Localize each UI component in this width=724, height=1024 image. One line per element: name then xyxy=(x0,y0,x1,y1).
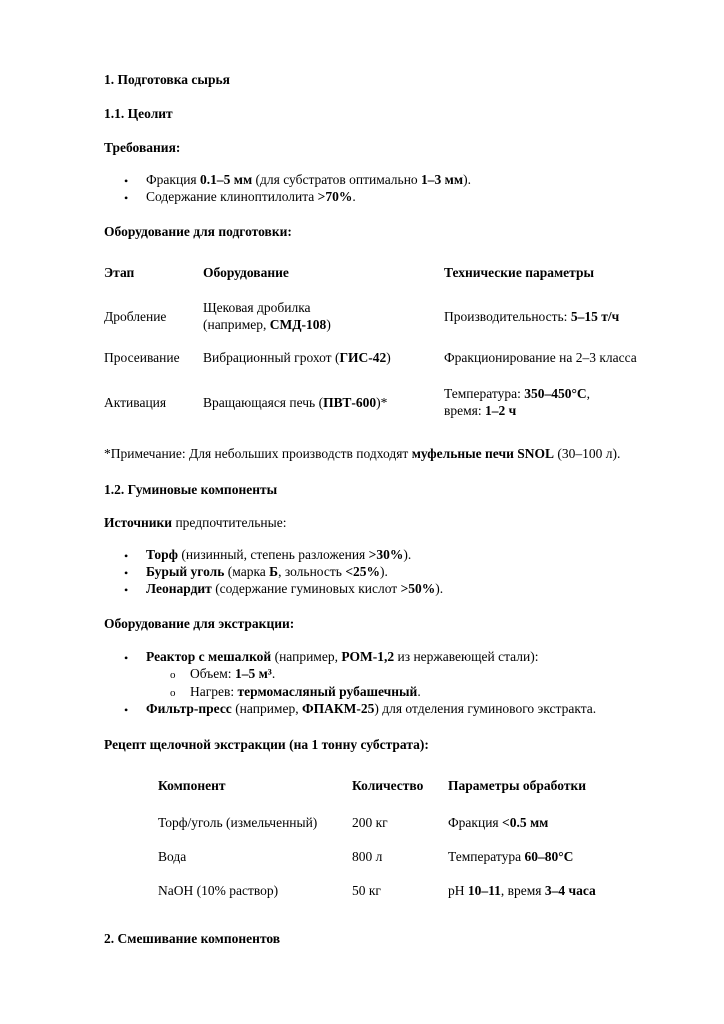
bullet-icon: • xyxy=(124,549,129,563)
sources-title: Источники предпочтительные: xyxy=(104,515,287,530)
bullet-icon: • xyxy=(124,174,129,188)
bullet-icon: • xyxy=(124,651,129,665)
list-item: Леонардит (содержание гуминовых кислот >50%). xyxy=(146,581,444,596)
bullet-icon: • xyxy=(124,583,129,597)
table-header-processing: Параметры обработки xyxy=(448,778,587,793)
document-page: 1. Подготовка сырья 1.1. Цеолит Требования: • Фракция 0.1–5 мм (для субстратов оптимально 1–3 мм). • Содержание клиноптилолита >70%. Оборудование для подготовки: Этап Оборудование Технические параметры Дробление Щековая дробилка (например, СМД-108) Производительность: 5–15 т/ч Просеивание Вибрационный грохот (ГИС-42) Фракционирование на 2–3 класса Активация Вращающаяся печь (ПВТ-600)* Температура: 350–450°C, время: 1–2 ч *Примечание: Для небольших производств подходят муфельные печи SNOL (30–100 л). 1.2. Гуминовые компоненты Источники предпочтительные: • Торф (низинный, степень разложения >30%). • Бурый уголь (марка Б, зольность <25%). • Леонардит (содержание гуминовых кислот >50%). Оборудование для экстракции: • Реактор с мешалкой (например, РОМ-1,2 из нержавеющей стали): o Объем: 1–5 м³. o Нагрев: термомасляный рубашечный. • Фильтр-пресс (например, ФПАКМ-25) для отделения гуминового экстракта. Рецепт щелочной экстракции (на 1 тонну субстрата): Компонент Количество Параметры обработки Торф/уголь (измельченный) 200 кг Фракция <0.5 мм Вода 800 л Температура 60–80°C NaOH (10% раствор) 50 кг pH 10–11, время 3–4 часа 2. Смешивание компонентов xyxy=(104,72,637,946)
recipe-title: Рецепт щелочной экстракции (на 1 тонну субстрата): xyxy=(104,737,429,752)
table-header-stage: Этап xyxy=(104,265,135,280)
heading-mixing: 2. Смешивание компонентов xyxy=(104,931,281,946)
footnote: *Примечание: Для небольших производств подходят муфельные печи SNOL (30–100 л). xyxy=(104,446,621,461)
heading-raw-material-prep: 1. Подготовка сырья xyxy=(104,72,230,87)
sub-list-item: Нагрев: термомасляный рубашечный. xyxy=(190,684,421,699)
circle-bullet-icon: o xyxy=(170,669,176,681)
heading-humic-components: 1.2. Гуминовые компоненты xyxy=(104,482,278,497)
equipment-extraction-title: Оборудование для экстракции: xyxy=(104,616,295,631)
list-item: Фракция 0.1–5 мм (для субстратов оптимально 1–3 мм). xyxy=(146,172,471,187)
requirements-title: Требования: xyxy=(104,140,181,155)
heading-zeolite: 1.1. Цеолит xyxy=(104,106,173,121)
list-item: Бурый уголь (марка Б, зольность <25%). xyxy=(146,564,388,579)
bullet-icon: • xyxy=(124,566,129,580)
list-item: Содержание клиноптилолита >70%. xyxy=(146,189,356,204)
bullet-icon: • xyxy=(124,703,129,717)
list-item: Фильтр-пресс (например, ФПАКМ-25) для отделения гуминового экстракта. xyxy=(146,701,597,716)
equipment-prep-title: Оборудование для подготовки: xyxy=(104,224,292,239)
sub-list-item: Объем: 1–5 м³. xyxy=(190,666,276,681)
table-header-component: Компонент xyxy=(158,778,226,793)
table-header-equipment: Оборудование xyxy=(203,265,289,280)
list-item: Реактор с мешалкой (например, РОМ-1,2 из нержавеющей стали): xyxy=(146,649,539,664)
bullet-icon: • xyxy=(124,191,129,205)
list-item: Торф (низинный, степень разложения >30%). xyxy=(146,547,412,562)
circle-bullet-icon: o xyxy=(170,687,176,699)
table-header-params: Технические параметры xyxy=(444,265,595,280)
table-header-quantity: Количество xyxy=(352,778,424,793)
